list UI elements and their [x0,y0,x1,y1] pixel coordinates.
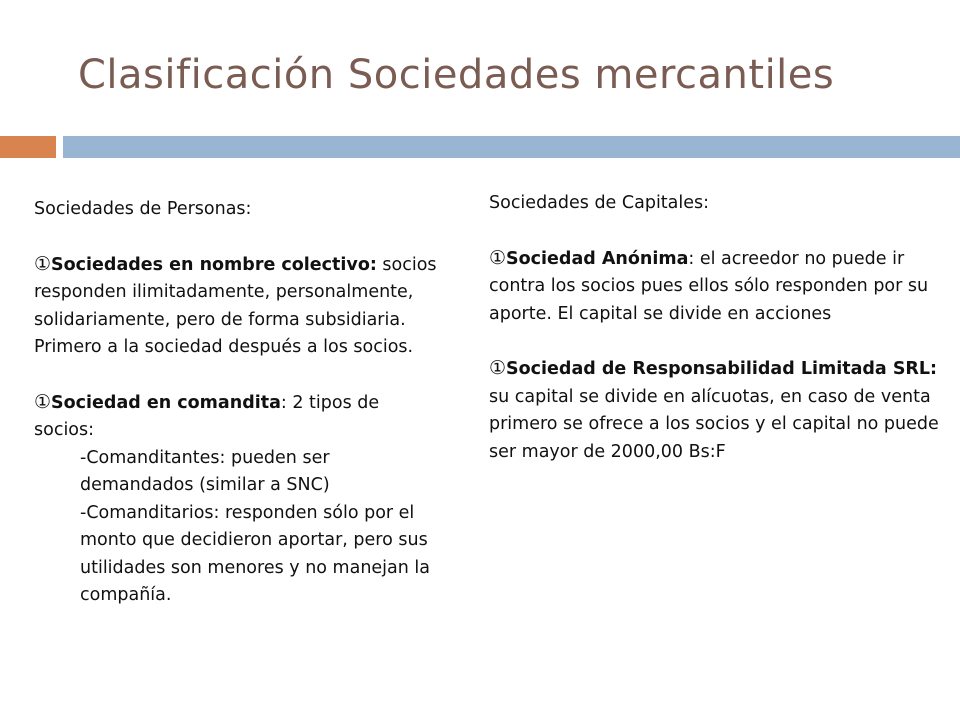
right-item-anonima [489,245,949,329]
sub-item-comanditantes: -Comanditantes: pueden ser demandados (similar a SNC) [80,447,330,495]
item-text: su capital se divide en alícuotas, en caso de venta primero se ofrece a los socios y el capital no puede ser mayor de 2000,00 Bs:F [489,386,939,462]
right-column [489,190,949,466]
left-heading: Sociedades de Personas: [34,199,252,219]
left-column [34,196,439,610]
item-text: : el acreedor no puede ir contra los socios pues ellos sólo responden por su aporte. El capital se divide en acciones [489,248,929,324]
item-term: Sociedad en comandita [51,392,281,413]
accent-bar-blue [63,136,960,158]
item-term: Sociedad Anónima [506,248,689,269]
item-text: socios responden ilimitadamente, personalmente, solidariamente, pero de forma subsidiaria. Primero a la sociedad después a los socios. [34,254,437,357]
accent-bar-orange [0,136,56,158]
circled-number-icon: ① [34,390,52,413]
slide-title: Clasificación Sociedades mercantiles [78,52,835,98]
circled-number-icon: ① [489,357,507,379]
left-item-colectivo [34,251,439,362]
item-text: : 2 tipos de socios: [34,392,380,440]
item-term: Sociedad de Responsabilidad Limitada SRL: [506,359,938,379]
circled-number-icon: ① [34,252,52,275]
circled-number-icon: ① [489,246,507,269]
item-term: Sociedades en nombre colectivo: [51,254,377,275]
right-heading: Sociedades de Capitales: [489,193,710,213]
right-item-srl [489,355,949,466]
sub-item-comanditarios: -Comanditarios: responden sólo por el monto que decidieron aportar, pero sus utilidades son menores y no manejan la compañía. [80,502,431,605]
left-item-comandita [34,389,439,610]
